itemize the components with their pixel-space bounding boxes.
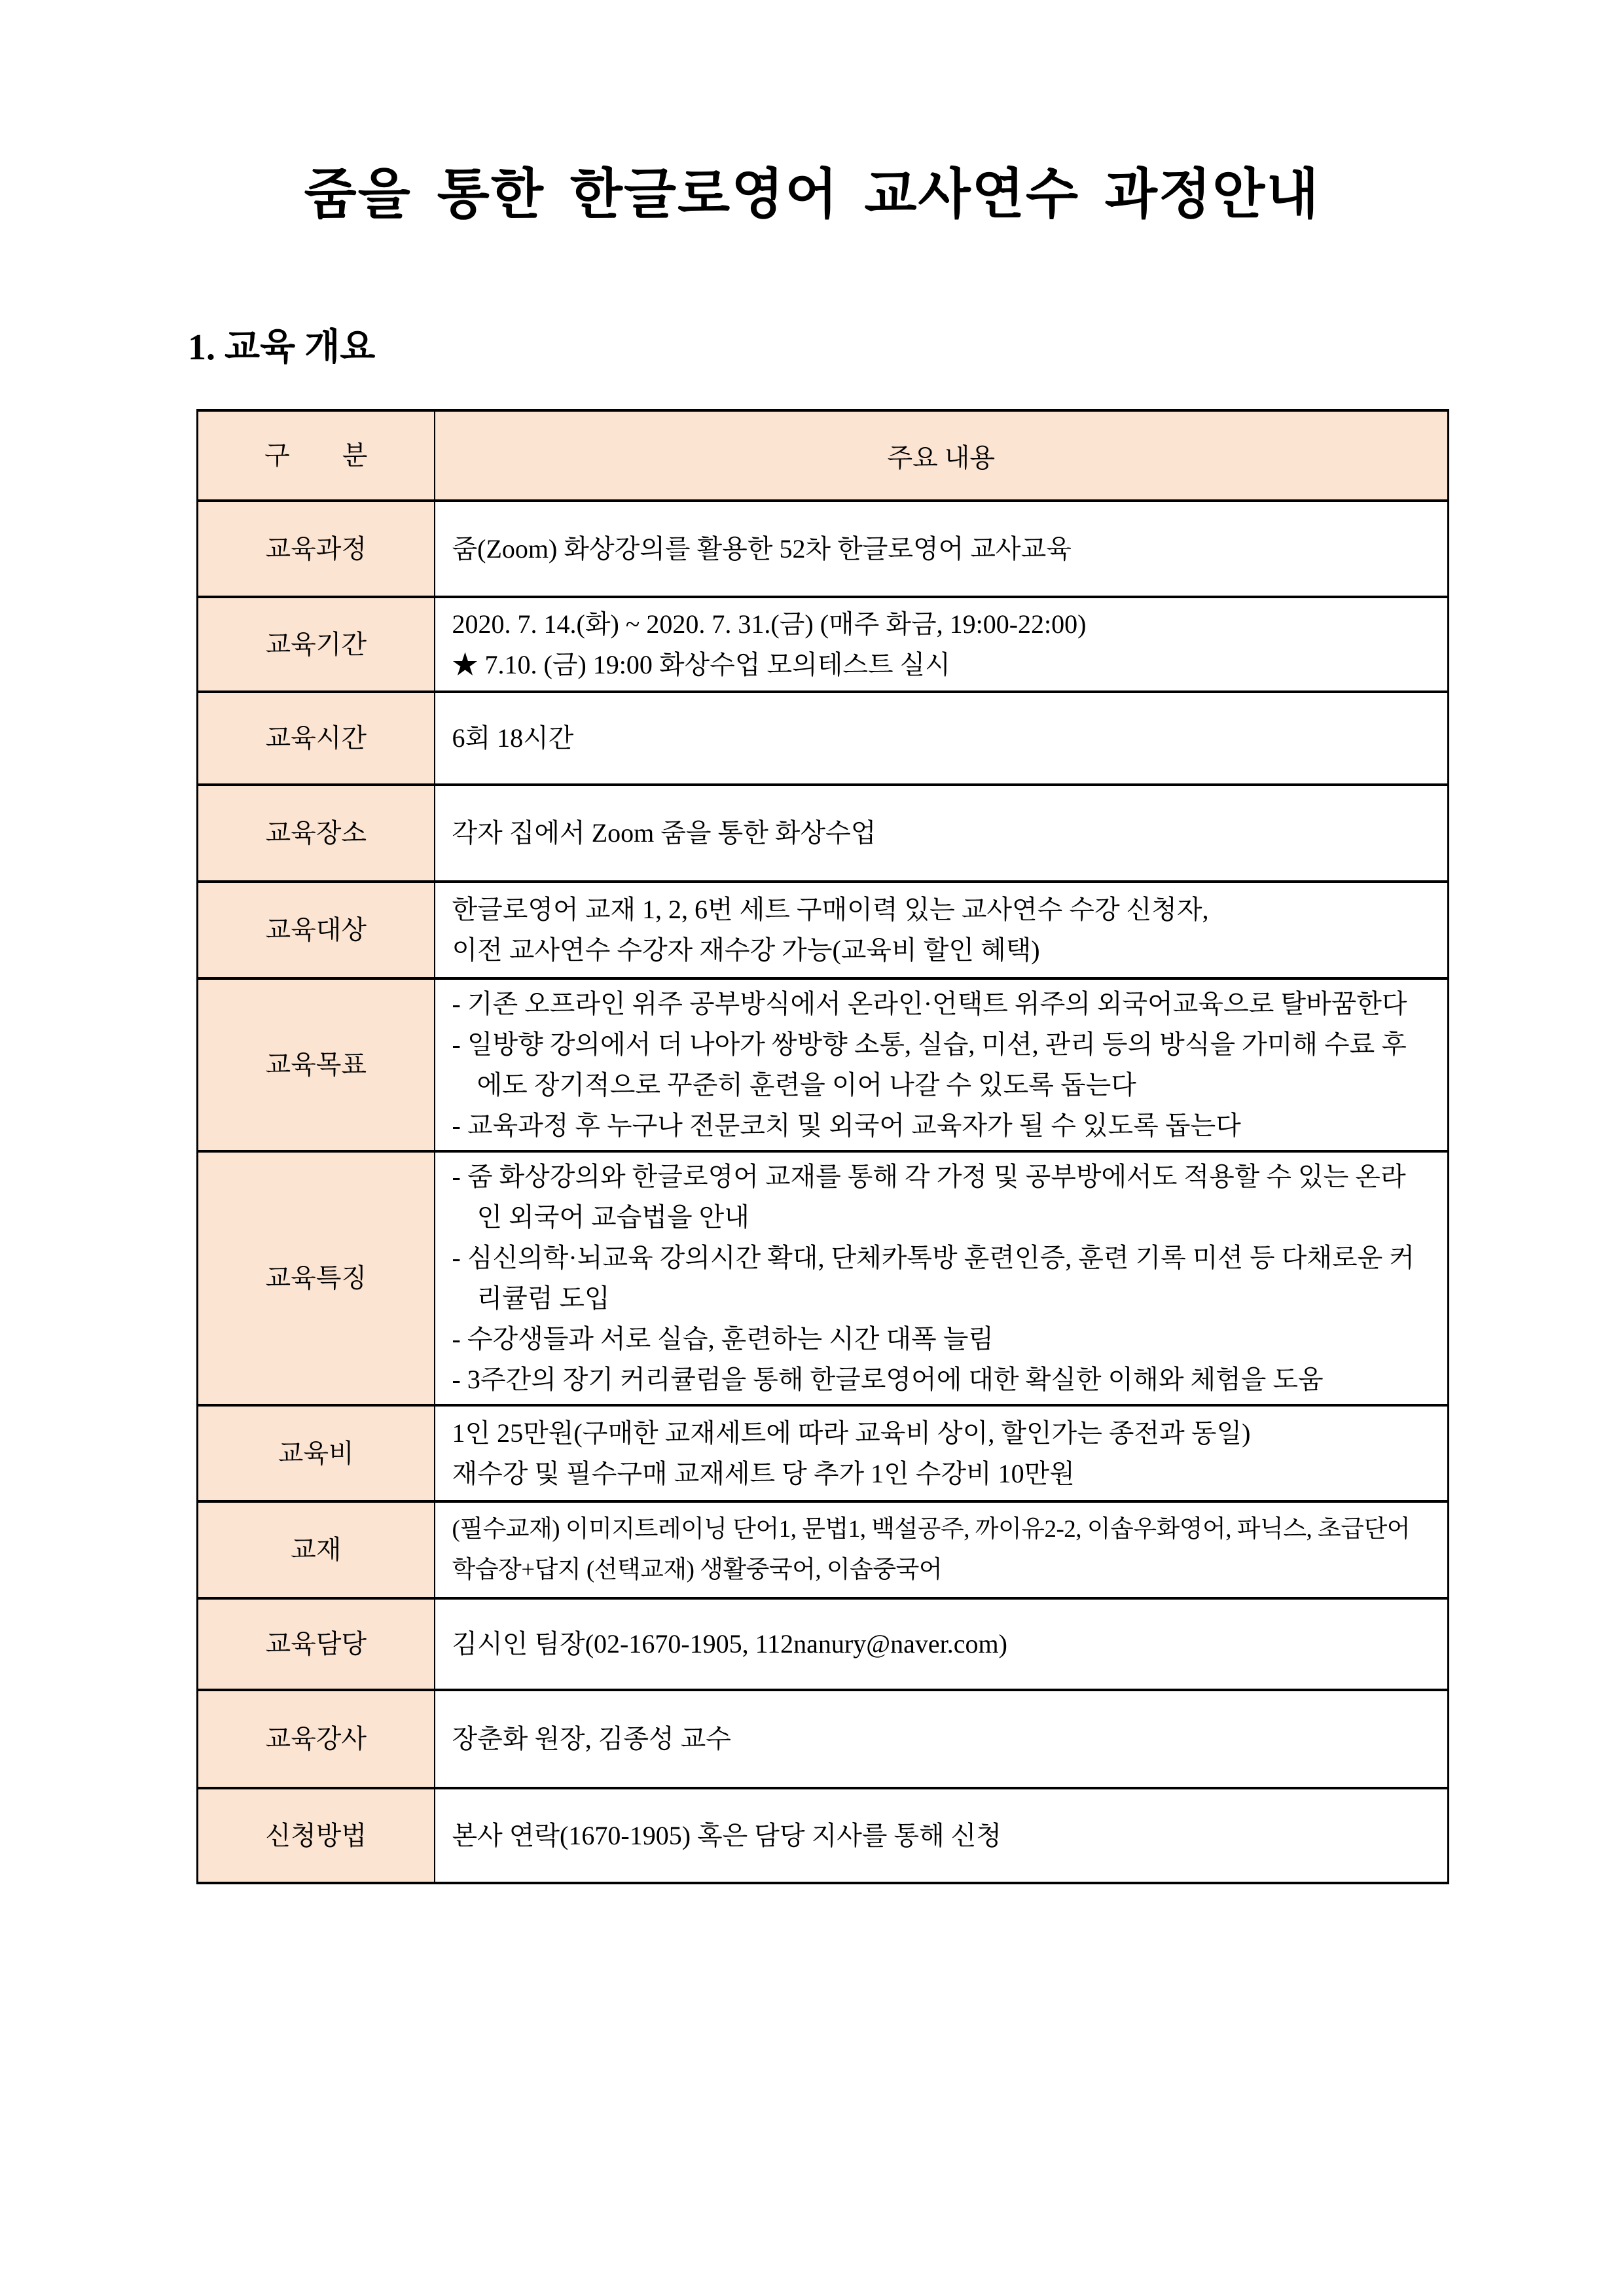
table-row-12-line-1: 본사 연락(1670-1905) 혹은 담당 지사를 통해 신청 (452, 1820, 1002, 1850)
content-lines (452, 889, 1431, 971)
content-lines (452, 813, 1431, 853)
table-row-10 (198, 1598, 1449, 1690)
table-row-5-label: 교육대상 (198, 882, 435, 978)
content-lines (452, 1624, 1431, 1664)
table-row-6-line-2: - 일방향 강의에서 더 나아가 쌍방향 소통, 실습, 미션, 관리 등의 방식을 가미해 수료 후에도 장기적으로 꾸준히 훈련을 이어 나갈 수 있도록 돕는다 (452, 1030, 1407, 1100)
section-heading: 1. 교육 개요 (188, 327, 376, 368)
table-row-10-line-1: 김시인 팀장(02-1670-1905, 112nanury@naver.com) (452, 1629, 1007, 1659)
course-table-body (198, 410, 1449, 1883)
content-lines (452, 604, 1431, 685)
content-lines (452, 1157, 1431, 1400)
course-overview-table (196, 409, 1449, 1884)
content-lines (452, 1413, 1431, 1494)
table-header-category: 구 분 (198, 410, 435, 501)
table-row-5-line-2: 이전 교사연수 수강자 재수강 가능(교육비 할인 혜택) (452, 935, 1040, 965)
table-row-4-label: 교육장소 (198, 785, 435, 882)
content-lines (452, 1719, 1431, 1759)
table-row-9 (198, 1501, 1449, 1598)
table-row-11-label: 교육강사 (198, 1690, 435, 1788)
table-row-5-line-1: 한글로영어 교재 1, 2, 6번 세트 구매이력 있는 교사연수 수강 신청자, (452, 895, 1209, 924)
table-row-8-line-1: 1인 25만원(구매한 교재세트에 따라 교육비 상이, 할인가는 종전과 동일) (452, 1418, 1251, 1448)
table-row-2-line-1: 2020. 7. 14.(화) ~ 2020. 7. 31.(금) (매주 화금, 19:00-22:00) (452, 609, 1087, 639)
table-row-3-label: 교육시간 (198, 692, 435, 785)
table-row-3-line-1: 6회 18시간 (452, 723, 574, 753)
table-row-12-label: 신청방법 (198, 1788, 435, 1883)
table-row-6 (198, 978, 1449, 1151)
table-row-8-label: 교육비 (198, 1405, 435, 1501)
table-row-7-line-3: - 수강생들과 서로 실습, 훈련하는 시간 대폭 늘림 (452, 1324, 994, 1354)
table-header-content: 주요 내용 (435, 410, 1449, 501)
table-row-8 (198, 1405, 1449, 1501)
table-row-2-label: 교육기간 (198, 597, 435, 692)
content-lines (452, 984, 1431, 1146)
content-lines (452, 1509, 1431, 1590)
table-row-5 (198, 882, 1449, 978)
table-row-2-line-2: ★ 7.10. (금) 19:00 화상수업 모의테스트 실시 (452, 649, 950, 679)
table-row-4 (198, 785, 1449, 882)
table-row-6-label: 교육목표 (198, 978, 435, 1151)
table-row-11-line-1: 장춘화 원장, 김종성 교수 (452, 1724, 731, 1753)
table-row-1-label: 교육과정 (198, 501, 435, 597)
table-row-10-label: 교육담당 (198, 1598, 435, 1690)
table-row-9-label: 교재 (198, 1501, 435, 1598)
table-row-9-line-1: (필수교재) 이미지트레이닝 단어1, 문법1, 백설공주, 까이유2-2, 이솝우화영어, 파닉스, 초급단어 학습장+답지 (선택교재) 생활중국어, 이솝중국어 (452, 1516, 1416, 1583)
table-row-6-line-1: - 기존 오프라인 위주 공부방식에서 온라인·언택트 위주의 외국어교육으로 탈바꿈한다 (452, 989, 1407, 1018)
table-header-row (198, 410, 1449, 501)
table-row-3 (198, 692, 1449, 785)
content-lines (452, 1816, 1431, 1856)
table-row-7-label: 교육특징 (198, 1151, 435, 1405)
table-row-11 (198, 1690, 1449, 1788)
table-row-12 (198, 1788, 1449, 1883)
content-lines (452, 718, 1431, 759)
content-lines (452, 529, 1431, 569)
table-row-1 (198, 501, 1449, 597)
document-title: 줌을 통한 한글로영어 교사연수 과정안내 (304, 164, 1320, 224)
table-row-1-line-1: 줌(Zoom) 화상강의를 활용한 52차 한글로영어 교사교육 (452, 533, 1072, 564)
table-row-7 (198, 1151, 1449, 1405)
table-row-8-line-2: 재수강 및 필수구매 교재세트 당 추가 1인 수강비 10만원 (452, 1458, 1075, 1488)
table-row-6-line-3: - 교육과정 후 누구나 전문코치 및 외국어 교육자가 될 수 있도록 돕는다 (452, 1111, 1241, 1140)
table-row-7-line-1: - 줌 화상강의와 한글로영어 교재를 통해 각 가정 및 공부방에서도 적용할 수 있는 온라인 외국어 교습법을 안내 (452, 1162, 1406, 1232)
table-row-7-line-4: - 3주간의 장기 커리큘럼을 통해 한글로영어에 대한 확실한 이해와 체험을 도움 (452, 1365, 1324, 1394)
table-row-7-line-2: - 심신의학·뇌교육 강의시간 확대, 단체카톡방 훈련인증, 훈련 기록 미션 등 다채로운 커리큘럼 도입 (452, 1243, 1415, 1313)
table-row-4-line-1: 각자 집에서 Zoom 줌을 통한 화상수업 (452, 818, 876, 848)
table-row-2 (198, 597, 1449, 692)
